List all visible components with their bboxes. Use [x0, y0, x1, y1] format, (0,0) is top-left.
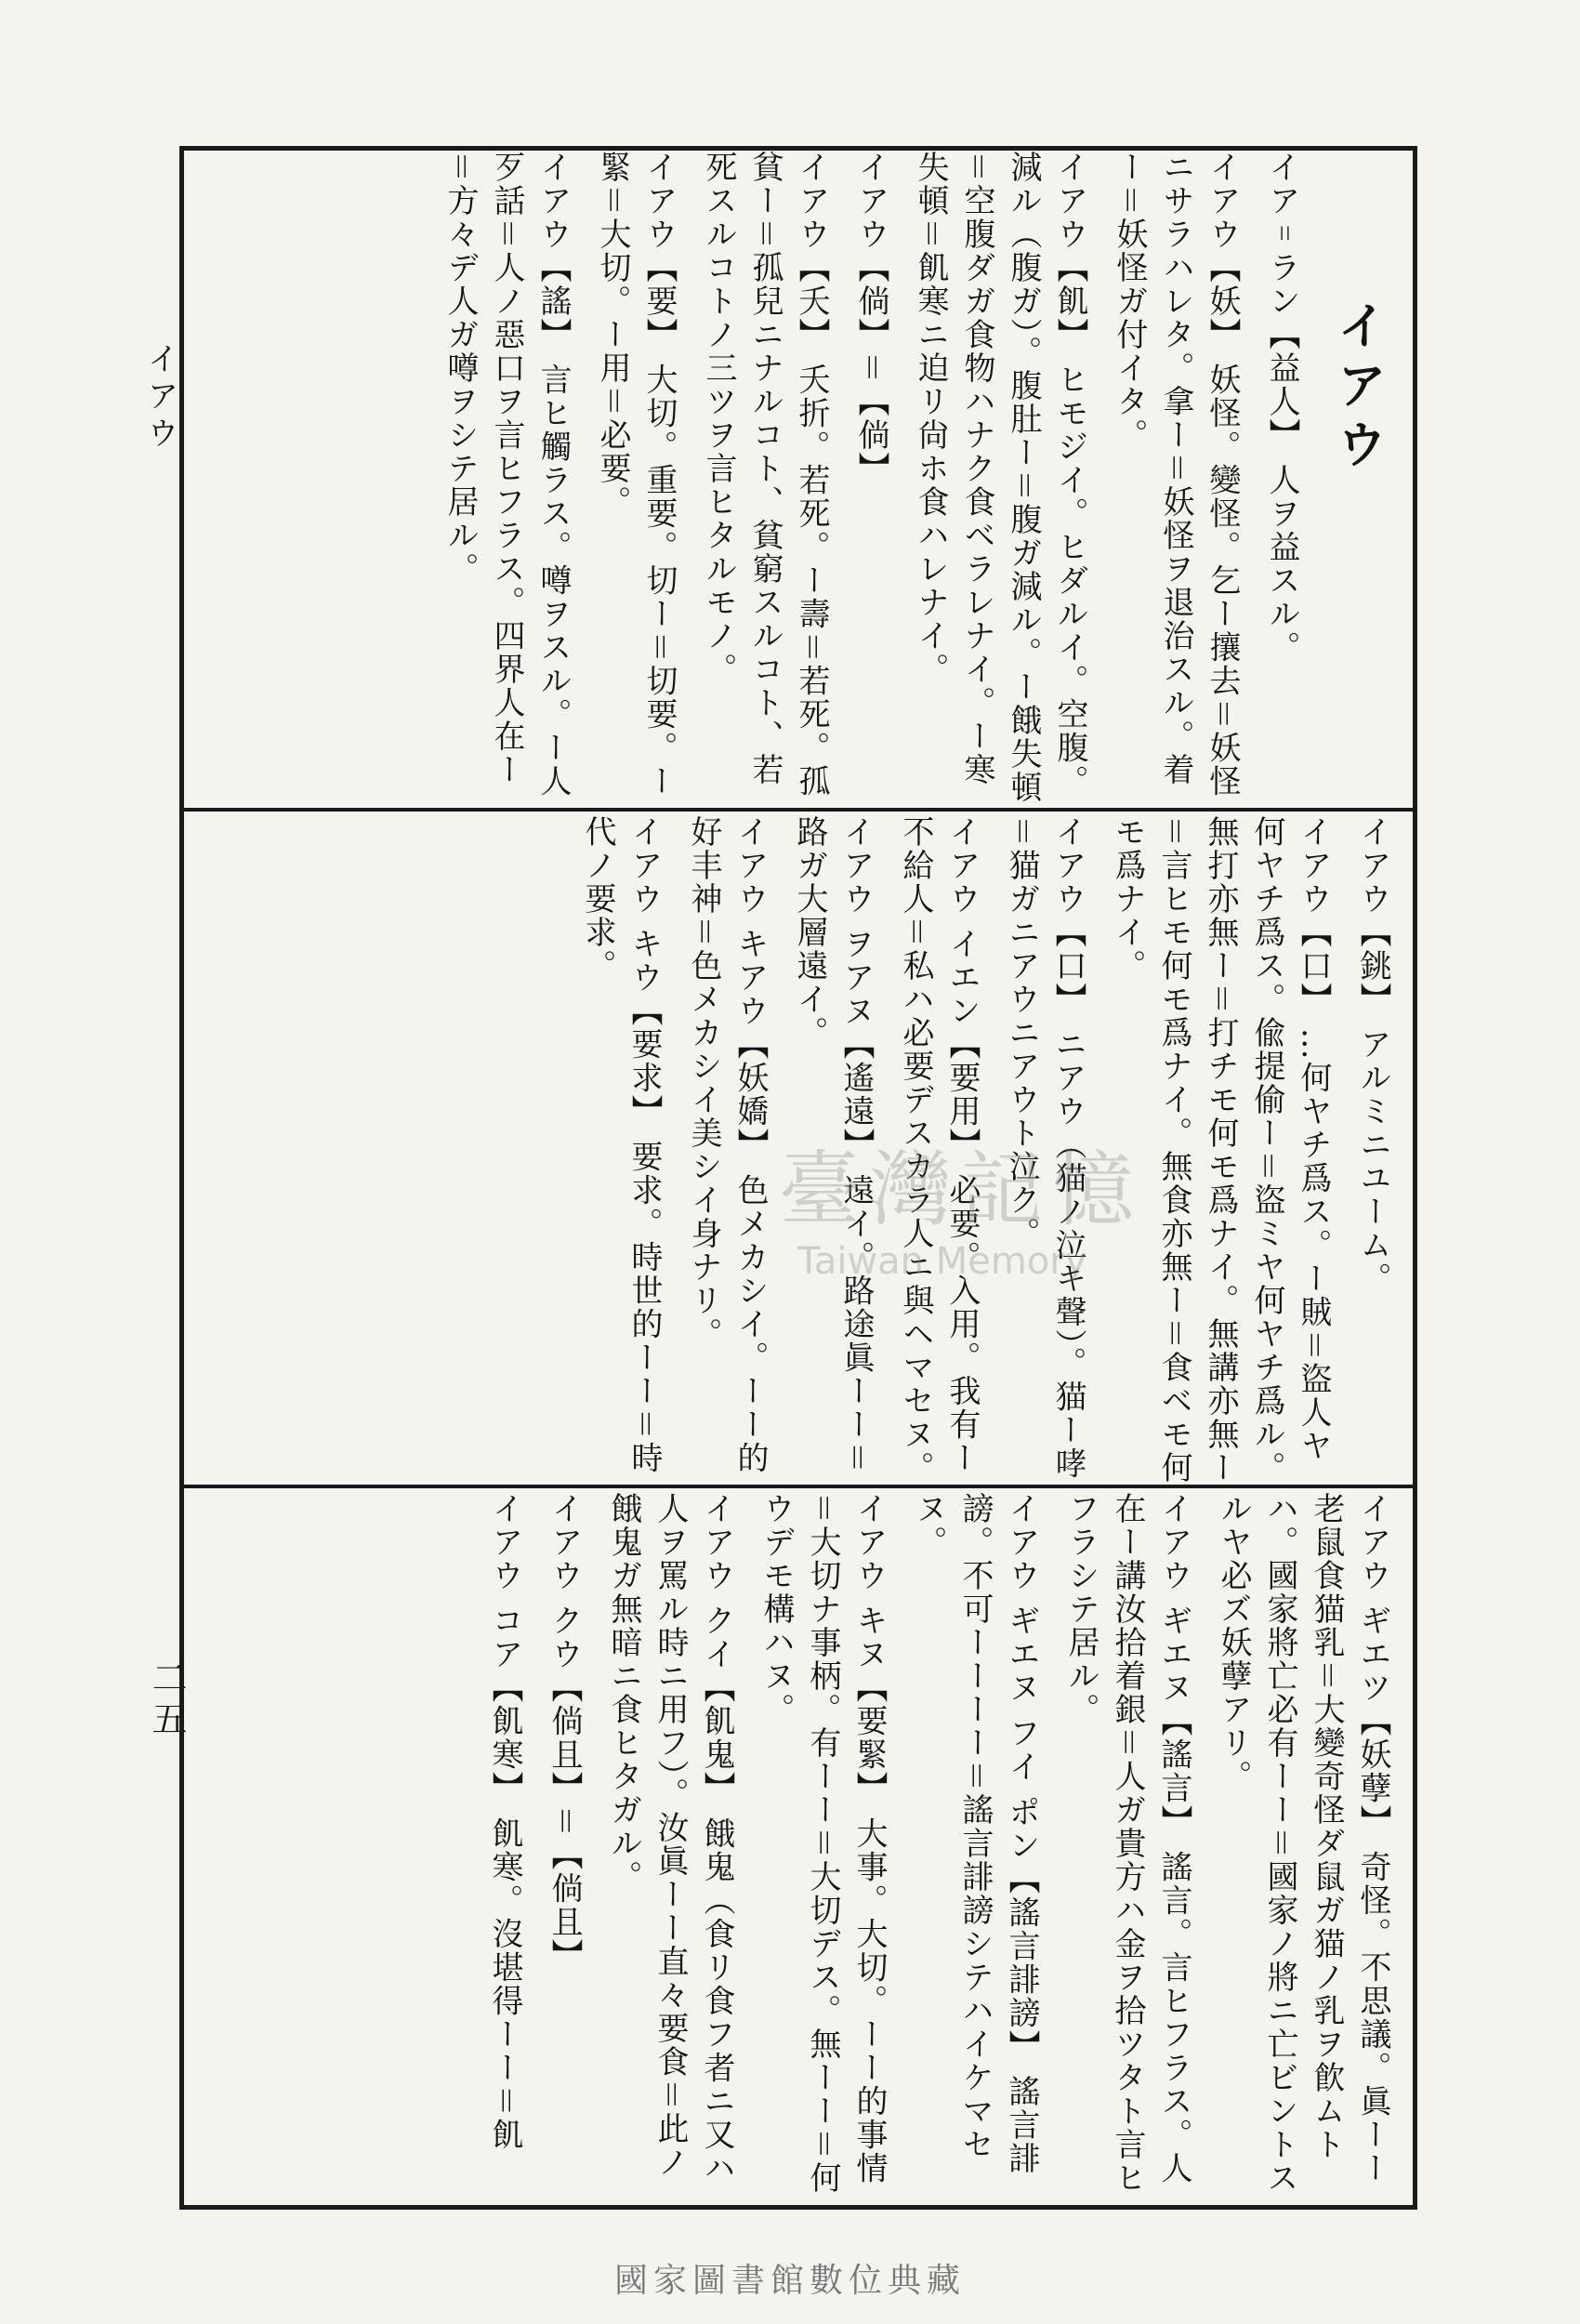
- watermark-title: 臺灣記憶: [779, 1142, 1144, 1237]
- dictionary-entry: イアウ クウ【倘且】＝【倘且】: [546, 1492, 583, 1973]
- watermark-subtitle: Taiwan Memory: [797, 1240, 1087, 1283]
- dictionary-entry: イアウ キアウ【妖嬌】 色メカシイ。ーー的好丰神＝色メカシイ美シイ身ナリ。: [685, 815, 769, 1475]
- dictionary-entry: イアウ【倘】＝【倘】: [852, 151, 889, 485]
- page-number: 二五: [146, 1659, 187, 1741]
- dictionary-entry: イアウ【夭】 夭折。若死。ー壽＝若死。孤貧ー＝孤兒ニナルコト、貧窮スルコト、若死スルコトノ三ツヲ言ヒタルモノ。: [700, 151, 830, 799]
- band-divider: [184, 808, 1413, 812]
- dictionary-entry: イアウ【謠】 言ヒ觸ラス。噂ヲスル。ー人歹話＝人ノ惡口ヲ言ヒフラス。四界人在ー＝方々デ人ガ噂ヲシテ居ル。: [441, 151, 572, 799]
- section-heading: イアウ: [1329, 299, 1389, 478]
- dictionary-entry: イアウ【口】 ニアウ（猫ノ泣キ聲）。猫ー哮＝猫ガニアウニアウト泣ク。: [1003, 815, 1086, 1481]
- upper-band: [184, 151, 1413, 808]
- dictionary-entry: イアウ クイ【飢鬼】 餓鬼（食リ食フ者ニ又ハ人ヲ罵ル時ニ用フ）。汝眞ーー直々要食＝此ノ餓鬼ガ無暗ニ食ヒタガル。: [605, 1492, 735, 2185]
- dictionary-entry: イア゠ラン【益人】 人ヲ益スル。: [1263, 151, 1300, 665]
- band-divider: [184, 1485, 1413, 1488]
- dictionary-entry: イアウ ヲアヌ【遙遠】 遠イ。路途眞ーー＝路ガ大層遠イ。: [791, 815, 875, 1475]
- lower-band: [184, 1492, 1413, 2199]
- dictionary-entry: イアウ【妖】 妖怪。變怪。乞ー攘去＝妖怪ニサラハレタ。拿ー＝妖怪ヲ退治スル。着ー＝妖怪ガ付イタ。: [1111, 151, 1241, 799]
- dictionary-entry: イアウ【飢】 ヒモジイ。ヒダルイ。空腹。減ル（腹ガ）。腹肚ー＝腹ガ減ル。ー餓失頓＝空腹ダガ食物ハナク食ベラレナイ。ー寒失頓＝飢寒ニ迫リ尙ホ食ハレナイ。: [912, 151, 1088, 804]
- footer-credit: 國家圖書館數位典藏: [613, 2262, 966, 2300]
- dictionary-entry: イアウ イエン【要用】 必要。入用。我有ー不給人＝私ハ必要デスカラ人ニ與ヘマセヌ。: [897, 815, 981, 1485]
- watermark-logo: [760, 1125, 1281, 1292]
- dictionary-entry: イアウ ギエツ【妖孽】 奇怪。不思議。眞ーー老鼠食猫乳＝大變奇怪ダ鼠ガ猫ノ乳ヲ飮ムトハ。國家將亡必有ーー＝國家ノ將ニ亡ビントスルヤ必ズ妖孽アリ。: [1215, 1492, 1391, 2195]
- dictionary-entry: イアウ キヌ【要緊】 大事。大切。ーー的事情＝大切ナ事柄。有ーー＝大切デス。無ーー＝何ウデモ構ハヌ。: [757, 1492, 888, 2195]
- dictionary-entry: イアウ【銚】 アルミニユーム。: [1354, 815, 1391, 1296]
- dictionary-entry: イアウ ギエヌ フイ ポン【謠言誹謗】 謠言誹謗。不可ーーーー＝謠言誹謗シテハイケマセヌ。: [910, 1492, 1040, 2176]
- running-header: イアウ: [141, 342, 178, 454]
- dictionary-entry: イアウ コア【飢寒】 飢寒。沒堪得ーー＝飢: [486, 1492, 523, 2152]
- dictionary-entry: イアウ【要】 大切。重要。切ー＝切要。ー緊＝大切。ー用＝必要。: [594, 151, 678, 799]
- dictionary-entry: イアウ キウ【要求】 要求。時世的ーー＝時代ノ要求。: [579, 815, 663, 1475]
- dictionary-entry: イアウ ギエヌ【謠言】 謠言。言ヒフラス。人在ー講汝拾着銀＝人ガ貴方ハ金ヲ拾ツタト言ヒフラシテ居ル。: [1062, 1492, 1192, 2195]
- dictionary-entry: イアウ【口】 …何ヤチ爲ス。ー賊＝盜人ヤ何ヤチ爲ス。偸提偷ー＝盜ミヤ何ヤチ爲ル。無打亦無ー＝打チモ何モ爲ナイ。無講亦無ー＝言ヒモ何モ爲ナイ。無食亦無ー＝食ベモ何モ爲ナイ。: [1109, 815, 1332, 1485]
